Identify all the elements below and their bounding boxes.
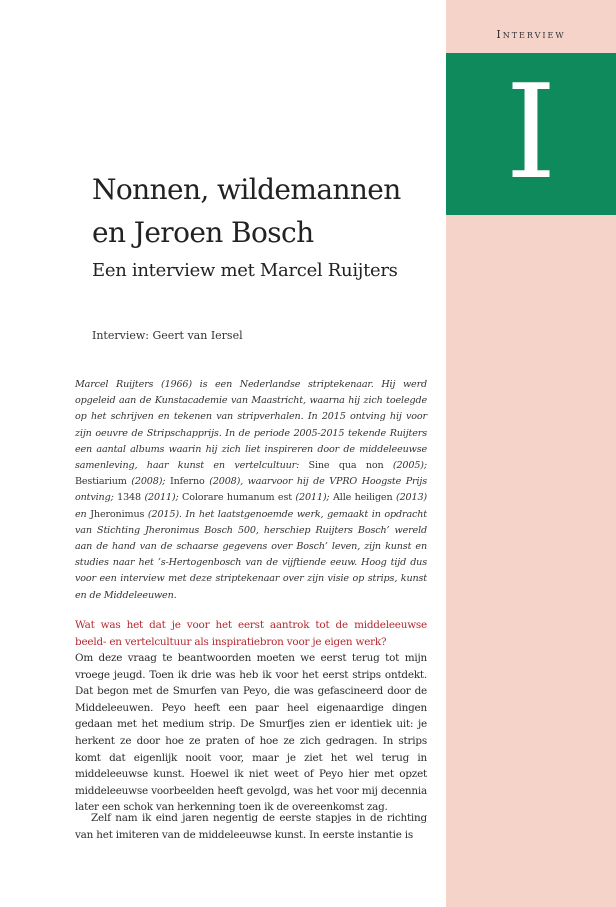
work-title: Bestiarium xyxy=(75,476,127,488)
intro-text: Marcel Ruijters (1966) is een Nederlandse striptekenaar. Hij werd opgeleid aan de Kunstacademie van Maastricht, waarna hij zich toelegde op het schrijven en tekenen van stripverhalen. In 2015 ontving hij voor zijn oeuvre de Stripschapprijs. In de periode 2005-2015 tekende Ruijters een aantal albums waarin hij zich liet inspireren door de middeleeuwse samenleving, haar kunst en vertelcultuur: xyxy=(75,379,427,472)
answer-paragraph: Om deze vraag te beantwoorden moeten we eerst terug tot mijn vroege jeugd. Toen ik drie was heb ik voor het eerst strips ontdekt. Dat begon met de Smurfen van Peyo, die was gefascineerd door de Middeleeuwen. Peyo heeft een paar heel eigenaardige dingen gedaan met het medium strip. De Smurfjes zien er identiek uit: je herkent ze door hoe ze praten of hoe ze zich gedragen. In strips komt dat eigenlijk nooit voor, maar je ziet het wel terug in middeleeuwse kunst. Hoewel ik niet weet of Peyo hier met opzet middeleeuwse voorbeelden heeft gevolgd, was het voor mij decennia later een schok van herkenning toen ik de overeenkomst zag. xyxy=(75,652,427,814)
work-title: Sine qua non xyxy=(308,460,384,472)
article-subtitle: Een interview met Marcel Ruijters xyxy=(92,260,398,281)
work-title: Alle heiligen xyxy=(333,492,393,504)
intro-text: (2011); xyxy=(140,492,183,504)
work-title: Jheronimus xyxy=(90,508,145,520)
intro-text: (2013) en xyxy=(75,492,427,520)
initial-box xyxy=(446,53,616,215)
work-title: Inferno xyxy=(169,476,205,488)
intro-text: (2015). In het laatstgenoemde werk, gemaakt in opdracht van Stichting Jheronimus Bosch 500, herschiep Ruijters Bosch’ wereld aan de hand van de schaarse gegevens over Bosch’ leven, zijn kunst en studies naar het ’s-Hertogenbosch van de vijftiende eeuw. Hoog tijd dus voor een interview met deze striptekenaar over zijn visie op strips, kunst en de Middeleeuwen. xyxy=(75,508,427,601)
intro-text: (2008), waarvoor hij de VPRO Hoogste Prijs ontving; xyxy=(75,476,427,504)
answer-paragraph: Zelf nam ik eind jaren negentig de eerste stapjes in de richting van het imiteren van de middeleeuwse kunst. In eerste instantie is xyxy=(75,812,427,841)
section-label: Interview xyxy=(496,28,566,41)
interview-question: Wat was het dat je voor het eerst aantrok tot de middeleeuwse beeld- en vertelcultuur als inspiratiebron voor je eigen werk? xyxy=(75,619,427,648)
initial-letter: I xyxy=(505,56,557,208)
work-title: Colorare humanum est xyxy=(182,492,292,504)
intro-paragraph xyxy=(75,377,427,604)
work-title: 1348 xyxy=(117,492,141,504)
intro-text: (2008); xyxy=(126,476,170,488)
article-title: Nonnen, wildemannen en Jeroen Bosch xyxy=(92,173,401,249)
intro-text: (2011); xyxy=(291,492,333,504)
intro-text: (2005); xyxy=(383,460,427,472)
byline: Interview: Geert van Iersel xyxy=(92,329,243,342)
